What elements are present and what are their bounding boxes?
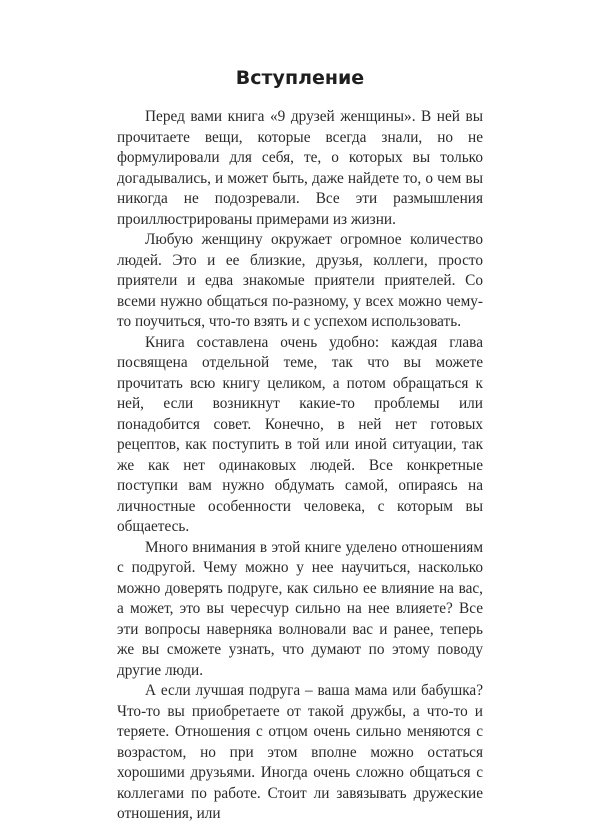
paragraph: Книга составлена очень удобно: каждая глава посвящена отдельной теме, так что вы можете прочитать всю книгу целиком, а потом обращаться к ней, если возникнут какие-то проблемы или понадобится совет. Конечно, в ней нет готовых рецептов, как поступить в той или иной ситуации, так же как нет одинаковых людей. Все конкретные поступки вам нужно обдумать самой, опираясь на личностные особенности человека, с которым вы общаетесь. (117, 333, 483, 535)
paragraph: Много внимания в этой книге уделено отношениям с подругой. Чему можно у нее научиться, насколько можно доверять подруге, как сильно ее влияние на вас, а может, это вы чересчур сильно на нее влияете? Все эти вопросы наверняка волновали вас и ранее, теперь же вы сможете узнать, что думают по этому поводу другие люди. (117, 538, 483, 679)
body-text (117, 107, 483, 825)
paragraph: А если лучшая подруга – ваша мама или бабушка? Что-то вы приобретаете от такой дружбы, а что-то и теряете. Отношения с отцом очень сильно меняются с возрастом, но при этом вполне можно остаться хорошими друзьями. Иногда очень сложно общаться с коллегами по работе. Стоит ли завязывать дружеские отношения, или (117, 682, 483, 822)
paragraph: Перед вами книга «9 друзей женщины». В ней вы прочитаете вещи, которые всегда знали, но не формулировали для себя, те, о которых вы только догадывались, и может быть, даже найдете то, о чем вы никогда не подозревали. Все эти размышления проиллюстрированы примерами из жизни. (117, 108, 483, 228)
paragraph: Любую женщину окружает огромное количество людей. Это и ее близкие, друзья, коллеги, просто приятели и едва знакомые приятели приятелей. Со всеми нужно общаться по-разному, у всех можно чему-то поучиться, что-то взять и с успехом использовать. (117, 231, 483, 330)
page-title: Вступление (235, 67, 365, 89)
